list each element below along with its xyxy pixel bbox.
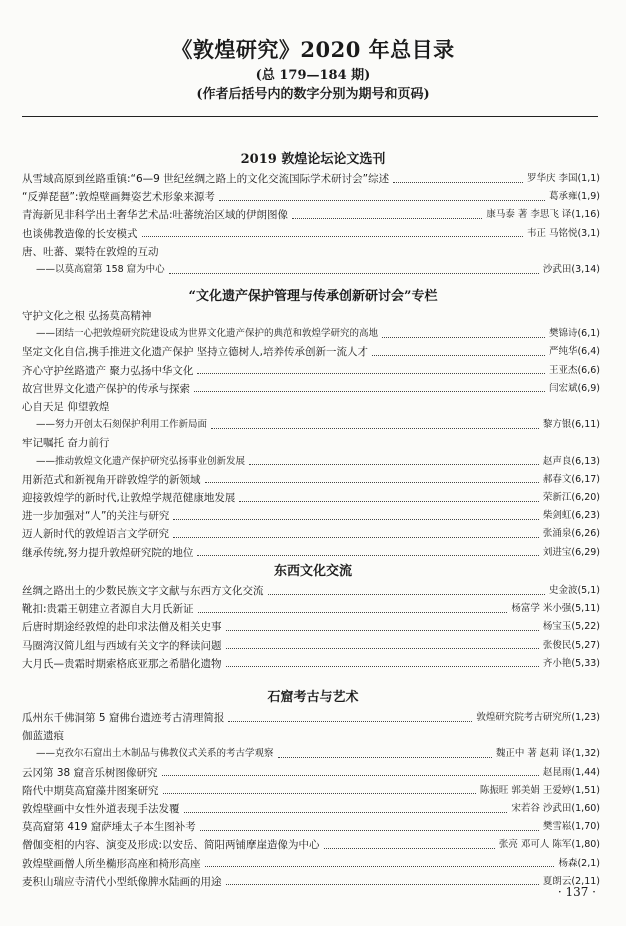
dot-leader: [200, 830, 539, 831]
toc-subtitle-row: [22, 325, 600, 343]
entry-title: 僧伽变相的内容、演变及形成:以安岳、简阳两铺摩崖造像为中心: [22, 839, 320, 852]
issue-range: (总 179—184 期): [255, 68, 371, 83]
entry-author-ref: 荣新江(6,20): [542, 492, 600, 503]
dot-leader: [205, 482, 539, 483]
entry-title: “反弹琵琶”:敦煌壁画舞姿艺术形象来源考: [22, 191, 215, 204]
entry-title: 用新范式和新视角开辟敦煌学的新领域: [22, 473, 201, 486]
toc-entry: [22, 727, 600, 745]
entry-title: 从雪域高原到丝路重镇:“6—9 世纪丝绸之路上的文化交流国际学术研讨会”综述: [22, 173, 390, 185]
dot-leader: [249, 464, 539, 465]
entry-title: 敦煌壁画僧人所坐椭形高座和椅形高座: [22, 857, 201, 870]
entry-author-ref: 罗华庆 李国(1,1): [526, 173, 600, 184]
entry-author-ref: 樊雪崧(1,70): [542, 821, 600, 833]
toc-subtitle-row: [22, 261, 600, 279]
entry-author-ref: 黎方银(6,11): [542, 419, 600, 431]
toc-entry: [22, 380, 600, 398]
dot-leader: [228, 721, 472, 722]
dot-leader: [393, 182, 523, 183]
toc-entry: [22, 225, 600, 243]
toc-entry: [22, 507, 600, 525]
toc-entry: [22, 471, 600, 489]
section-heading: “文化遗产保护管理与传承创新研讨会”专栏: [188, 289, 438, 304]
entry-title: 云冈第 38 窟音乐树图像研究: [22, 766, 158, 779]
toc-entry: [22, 782, 600, 800]
entry-title: 瓜州东千佛洞第 5 窟佛台遗迹考古清理简报: [22, 712, 225, 724]
entry-author-ref: 闫宏斌(6,9): [548, 382, 600, 394]
entry-author-ref: 张涌泉(6,26): [542, 528, 600, 540]
entry-title: 迈人新时代的敦煌语言文学研究: [22, 528, 169, 541]
toc-entry: [22, 637, 600, 655]
entry-author-ref: 张俊民(5,27): [542, 639, 600, 651]
entry-title: 牢记嘱托 奋力前行: [22, 437, 110, 450]
entry-title: ——团结一心把敦煌研究院建设成为世界文化遗产保护的典范和敦煌学研究的高地: [36, 328, 379, 340]
entry-title: 莫高窟第 419 窟萨埵太子本生图补考: [22, 821, 196, 834]
dot-leader: [169, 273, 539, 274]
entry-author-ref: 夏朗云(2,11): [542, 875, 600, 887]
toc-entry: [22, 398, 600, 416]
toc-subtitle-row: [22, 745, 600, 763]
toc-entry: [22, 206, 600, 224]
toc-subtitle-row: [22, 453, 600, 471]
entry-author-ref: 杨富学 米小强(5,11): [511, 603, 600, 615]
dot-leader: [184, 812, 508, 813]
toc-entry: [22, 489, 600, 507]
toc-entry: [22, 343, 600, 361]
dot-leader: [278, 757, 492, 758]
toc-entry: [22, 544, 600, 562]
entry-title: 迎接敦煌学的新时代,让敦煌学规范健康地发展: [22, 492, 236, 504]
dot-leader: [162, 775, 539, 776]
toc-entry: [22, 818, 600, 836]
entry-author-ref: 葛承雍(1,9): [548, 191, 600, 203]
page-number: · 137 ·: [557, 885, 596, 899]
toc-entry: [22, 764, 600, 782]
toc-entry: [22, 836, 600, 854]
entry-author-ref: 柴剑虹(6,23): [542, 510, 600, 522]
entry-author-ref: 王亚杰(6,6): [548, 364, 600, 376]
entry-author-ref: 刘进宝(6,29): [542, 546, 600, 558]
entry-title: 后唐时期途经敦煌的赴印求法僧及相关史事: [22, 621, 222, 634]
entry-title: 麦积山瑞应寺清代小型纸像脾水陆画的用途: [22, 875, 222, 888]
dot-leader: [173, 519, 539, 520]
entry-title: 坚定文化自信,携手推进文化遗产保护 坚持立德树人,培养传承创新一流人才: [22, 346, 369, 359]
dot-leader: [198, 612, 508, 613]
dot-leader: [382, 337, 545, 338]
dot-leader: [142, 236, 523, 237]
toc-entry: [22, 170, 600, 188]
entry-author-ref: 韦正 马铭悦(3,1): [526, 227, 600, 239]
entry-author-ref: 赵昆雨(1,44): [542, 766, 600, 778]
entry-title: 敦煌壁画中女性外道表现手法发覆: [22, 803, 180, 815]
toc-entry: [22, 188, 600, 206]
entry-title: 齐心守护丝路遗产 聚力弘扬中华文化: [22, 364, 194, 377]
entry-title: 丝绸之路出土的少数民族文字文献与东西方文化交流: [22, 585, 264, 597]
entry-title: 隋代中期莫高窟藻井图案研究: [22, 784, 159, 797]
toc-entry: [22, 243, 600, 261]
entry-author-ref: 敦煌研究院考古研究所(1,23): [476, 712, 600, 723]
toc-entry: [22, 525, 600, 543]
entry-author-ref: 史金波(5,1): [548, 585, 600, 596]
header-divider: [22, 116, 598, 117]
dot-leader: [292, 218, 482, 219]
toc-entry: [22, 600, 600, 618]
dot-leader: [324, 848, 495, 849]
entry-author-ref: 齐小艳(5,33): [542, 657, 600, 669]
dot-leader: [194, 391, 545, 392]
section-heading: 东西文化交流: [273, 564, 352, 579]
toc-entry: [22, 307, 600, 325]
entry-author-ref: 张亮 邓可人 陈军(1,80): [498, 839, 600, 851]
toc-entry: [22, 855, 600, 873]
toc-entry: [22, 655, 600, 673]
dot-leader: [372, 355, 545, 356]
entry-author-ref: 陈振旺 郭美娟 王爱婷(1,51): [479, 784, 600, 796]
entry-title: 唐、吐蕃、粟特在敦煌的互动: [22, 245, 159, 258]
entry-author-ref: 魏正中 著 赵莉 译(1,32): [495, 748, 600, 760]
entry-title: 靴扣:贵霜王朝建立者源自大月氏新证: [22, 603, 194, 616]
toc-entry: [22, 618, 600, 636]
entry-author-ref: 严纯华(6,4): [548, 346, 600, 358]
entry-title: 守护文化之根 弘扬莫高精神: [22, 310, 152, 322]
toc-subtitle-row: [22, 416, 600, 434]
entry-title: 也谈佛教造像的长安模式: [22, 227, 138, 240]
toc-entry: [22, 362, 600, 380]
page-title: 《敦煌研究》2020 年总目录: [171, 37, 455, 62]
toc-entry: [22, 582, 600, 600]
index-note: (作者后括号内的数字分别为期号和页码): [196, 87, 430, 102]
entry-title: ——以莫高窟第 158 窟为中心: [36, 264, 165, 275]
entry-title: 继承传统,努力提升敦煌研究院的地位: [22, 546, 194, 559]
entry-title: ——克孜尔石窟出土木制品与佛教仪式关系的考古学观察: [36, 748, 274, 760]
entry-author-ref: 赵声良(6,13): [542, 455, 600, 467]
toc-entry: [22, 873, 600, 891]
entry-author-ref: 杨宝玉(5,22): [542, 621, 600, 633]
dot-leader: [226, 884, 539, 885]
dot-leader: [226, 630, 539, 631]
entry-title: 伽蓝遗痕: [22, 730, 64, 743]
dot-leader: [226, 648, 539, 649]
dot-leader: [211, 428, 539, 429]
dot-leader: [239, 501, 539, 502]
toc-entry: [22, 800, 600, 818]
entry-author-ref: 杨森(2,1): [558, 857, 600, 869]
entry-title: 马圈湾汉简儿组与西域有关文字的释读问题: [22, 639, 222, 652]
section-heading: 石窟考古与艺术: [267, 690, 359, 705]
entry-author-ref: 宋若谷 沙武田(1,60): [511, 803, 600, 814]
entry-title: 进一步加强对“人”的关注与研究: [22, 510, 170, 523]
entry-author-ref: 郝春文(6,17): [542, 473, 600, 485]
section-heading: 2019 敦煌论坛论文选刊: [240, 152, 386, 167]
toc-entry: [22, 434, 600, 452]
dot-leader: [197, 555, 539, 556]
entry-title: ——推动敦煌文化遗产保护研究弘扬事业创新发展: [36, 455, 246, 467]
dot-leader: [173, 537, 539, 538]
toc-entry: [22, 709, 600, 727]
entry-author-ref: 沙武田(3,14): [542, 264, 600, 275]
entry-author-ref: 康马泰 著 李思飞 译(1,16): [486, 209, 600, 221]
entry-title: ——努力开创太石刻保护利用工作新局面: [36, 419, 208, 431]
dot-leader: [197, 373, 545, 374]
dot-leader: [226, 666, 539, 667]
dot-leader: [219, 200, 545, 201]
entry-title: 故宫世界文化遗产保护的传承与探索: [22, 382, 190, 395]
entry-title: 青海新见非科学出土奢华艺术品:吐蕃统治区域的伊朗图像: [22, 209, 289, 222]
dot-leader: [163, 793, 476, 794]
dot-leader: [205, 866, 555, 867]
dot-leader: [268, 594, 545, 595]
entry-title: 心自天足 仰望敦煌: [22, 401, 110, 413]
entry-title: 大月氏—贵霜时期索格底亚那之希腊化遗物: [22, 657, 222, 670]
entry-author-ref: 樊锦诗(6,1): [548, 328, 600, 340]
